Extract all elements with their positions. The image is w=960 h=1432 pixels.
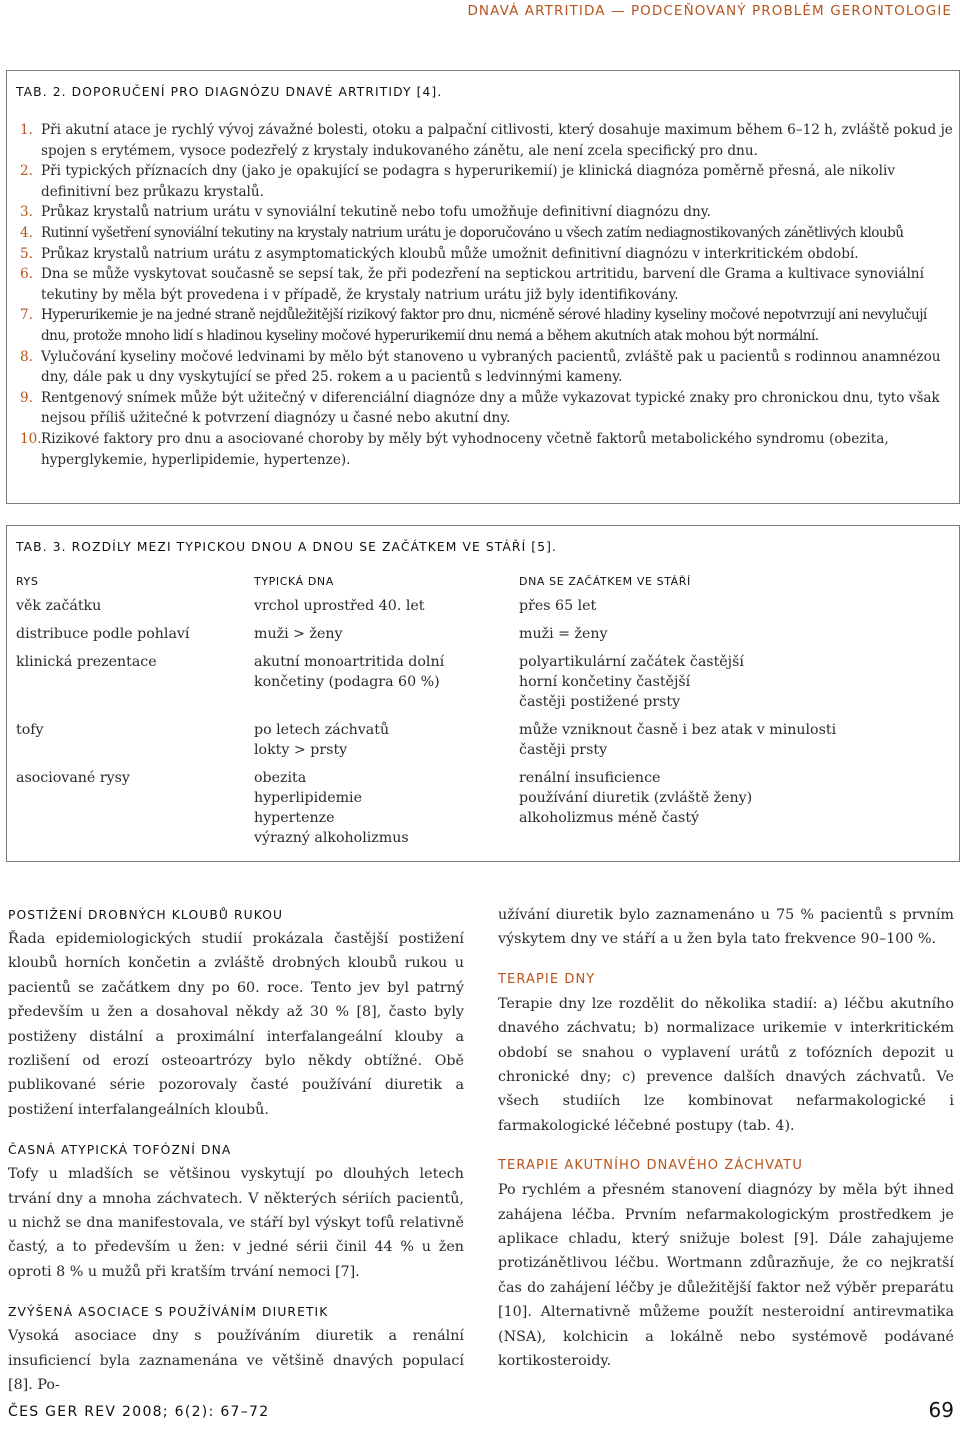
item-number: 8. [20,348,33,365]
item-text: Při akutní atace je rychlý vývoj závažné bolesti, otoku a palpační citlivosti, který dosahuje maximum během 6–12 h, zvláště pokud je spojen s erytémem, vysoce podezřelý z krystaly indukovaného zánětu, ale není zcela specifický pro dnu. [41,122,953,159]
item-text: Hyperurikemie je na jedné straně nejdůležitější rizikový faktor pro dnu, nicméně sérové hladiny kyseliny močové nepotvrzují ani nevylučují dnu, protože mnoho lidí s hladinou kyseliny močové hyperurikemií dnu nemá a během akutních atak mohou být normální. [41,307,927,344]
item-number: 10. [20,430,42,447]
list-item [20,120,956,161]
list-item [20,202,956,223]
cell-typical: muži > ženy [254,626,343,642]
column-header-feature: RYS [16,575,39,588]
cell-elderly: renální insuficience používání diuretik (zvláště ženy) alkoholizmus méně častý [519,770,753,826]
right-column [498,903,954,1374]
cell-feature: asociované rysy [16,770,130,786]
list-item [20,223,956,244]
item-text: Vylučování kyseliny močové ledvinami by mělo být stanoveno u vybraných pacientů, zvláště pak u pacientů s rodinnou anamnézou dny, dále pak u dny vyskytující se před 25. rokem a u pacientů s ledvinnými kameny. [41,348,941,386]
item-text: Rizikové faktory pro dnu a asociované choroby by měly být vyhodnoceny včetně faktorů metabolického syndromu (obezita, hyperglykemie, hyperlipidemie, hypertenze). [41,430,889,468]
table-3-box [6,525,960,862]
item-text: Při typických příznacích dny (jako je opakující se podagra s hyperurikemií) je klinická diagnóza poměrně přesná, ale nikoliv definitivní bez průkazu krystalů. [41,163,896,200]
cell-typical: akutní monoartritida dolní končetiny (podagra 60 %) [254,654,445,690]
section-heading: POSTIŽENÍ DROBNÝCH KLOUBŮ RUKOU [8,908,284,922]
left-column [8,906,464,1398]
list-item [20,429,956,470]
item-number: 7. [20,307,33,324]
section-paragraph: Tofy u mladších se většinou vyskytují po dlouhých letech trvání dny a mnoha záchvatech. V některých sériích pacientů, u nichž se dna manifestovala, ve stáří byl výskyt tofů relativně častý, a to především u žen: v jedné sérii činil 44 % u žen oproti 8 % u mužů při kratším trvání nemoci [7]. [8,1166,464,1280]
cell-feature: klinická prezentace [16,654,157,670]
cell-elderly: muži = ženy [519,626,608,642]
column-header-typical: TYPICKÁ DNA [254,575,334,588]
section-paragraph: Vysoká asociace dny s používáním diuretik a renální insuficiencí byla zaznamenána ve většině dnavých populací [8]. Po- [8,1328,464,1394]
section-heading: ČASNÁ ATYPICKÁ TOFÓZNÍ DNA [8,1143,232,1158]
list-item [20,161,956,202]
section-heading: TERAPIE AKUTNÍHO DNAVÉHO ZÁCHVATU [498,1158,803,1174]
item-number: 3. [20,204,33,221]
list-item [20,388,956,429]
list-item [20,305,956,346]
cell-elderly: přes 65 let [519,598,597,614]
table-2-title: TAB. 2. DOPORUČENÍ PRO DIAGNÓZU DNAVÉ ARTRITIDY [4]. [16,85,443,99]
list-item [20,347,956,388]
section-paragraph: Řada epidemiologických studií prokázala častější postižení kloubů horních končetin a zvláště drobných kloubů rukou u pacientů se začátkem dny po 60. roce. Tento jev byl patrný především u žen a dosahoval někdy až 30 % [8], často byly postiženy distální a proximální interfalangeální klouby a rozlišení od erozí osteoartrózy bylo někdy obtížné. Obě publikované série pozorovaly časté používání diuretik a postižení interfalangeálních kloubů. [8,931,464,1118]
item-number: 5. [20,245,33,262]
item-text: Průkaz krystalů natrium urátu z asymptomatických kloubů může umožnit definitivní diagnózu v interkritickém období. [41,245,859,262]
table-3-title: TAB. 3. ROZDÍLY MEZI TYPICKOU DNOU A DNOU SE ZAČÁTKEM VE STÁŘÍ [5]. [16,540,558,554]
item-number: 1. [20,122,33,138]
cell-typical: obezita hyperlipidemie hypertenze výrazný alkoholizmus [254,770,409,846]
cell-elderly: polyartikulární začátek častější horní končetiny častější častěji postižené prsty [519,654,744,710]
item-number: 4. [20,224,33,241]
item-text: Dna se může vyskytovat současně se sepsí tak, že při podezření na septickou artritidu, barvení dle Grama a kultivace synoviální tekutiny by měla být provedena i v případě, že krystaly natrium urátu již byly identifikovány. [41,266,924,303]
cell-feature: věk začátku [16,598,102,614]
list-item [20,244,956,265]
table-2-box [6,70,960,504]
cell-typical: vrchol uprostřed 40. let [254,598,425,614]
item-text: Rutinní vyšetření synoviální tekutiny na krystaly natrium urátu je doporučováno u všech zatím nediagnostikovaných zánětlivých kloubů [41,224,904,241]
cell-feature: tofy [16,722,44,738]
journal-citation: ČES GER REV 2008; 6(2): 67–72 [8,1404,270,1420]
item-number: 6. [20,266,33,283]
item-text: Průkaz krystalů natrium urátu v synoviální tekutině nebo tofu umožňuje definitivní diagnózu dny. [41,204,711,221]
running-head: DNAVÁ ARTRITIDA — PODCEŇOVANÝ PROBLÉM GERONTOLOGIE [467,3,952,19]
column-header-elderly: DNA SE ZAČÁTKEM VE STÁŘÍ [519,575,691,588]
item-number: 9. [20,389,33,406]
page-number: 69 [928,1398,954,1422]
continuation-paragraph: užívání diuretik bylo zaznamenáno u 75 % pacientů s prvním výskytem dny ve stáří a u žen byla tato frekvence 90–100 %. [498,907,954,948]
section-paragraph: Terapie dny lze rozdělit do několika stadií: a) léčbu akutního dnavého záchvatu; b) normalizace urikemie v interkritickém období se snahou o vyplavení urátů z tofózních depozit u chronické dny; c) prevence dalších dnavých záchvatů. Ve všech studiích lze kombinovat nefarmakologické i farmakologické léčebné postupy (tab. 4). [498,995,954,1134]
item-text: Rentgenový snímek může být užitečný v diferenciální diagnóze dny a může vykazovat typické znaky pro chronickou dnu, tyto však nejsou příliš užitečné k potvrzení diagnózy u časné nebo akutní dny. [41,389,940,427]
section-heading: TERAPIE DNY [498,971,596,987]
section-paragraph: Po rychlém a přesném stanovení diagnózy by měla být ihned zahájena léčba. Prvním nefarmakologickým prostředkem je aplikace chladu, který snižuje bolest [9]. Dále zahajujeme protizánětlivou léčbu. Wortmann zdůrazňuje, že co nejkratší čas do zahájení léčby je důležitější faktor než výběr preparátu [10]. Alternativně můžeme použít nesteroidní antirevmatika (NSA), kolchicin a lokálně nebo systémově podávané kortikosteroidy. [498,1182,954,1370]
list-item [20,264,956,305]
section-heading: ZVÝŠENÁ ASOCIACE S POUŽÍVÁNÍM DIURETIK [8,1305,329,1320]
cell-typical: po letech záchvatů lokty > prsty [254,722,390,758]
recommendations-list [20,120,956,470]
cell-elderly: může vzniknout časně i bez atak v minulosti častěji prsty [519,722,837,758]
item-number: 2. [20,163,33,180]
cell-feature: distribuce podle pohlaví [16,626,190,642]
